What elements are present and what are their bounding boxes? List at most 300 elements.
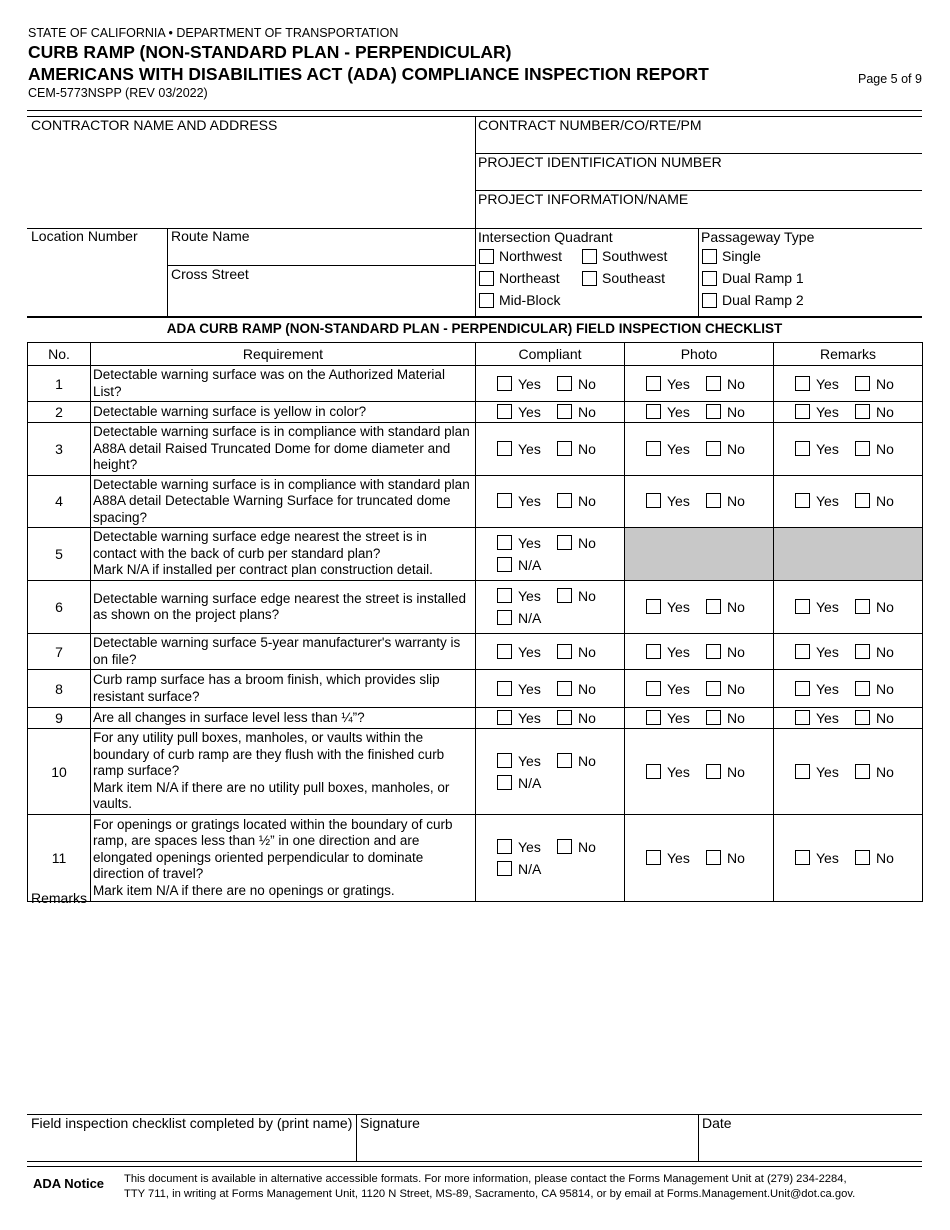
- photo-cell: [625, 670, 774, 708]
- photo-no-label: No: [727, 643, 745, 660]
- table-row: [28, 670, 923, 708]
- table-row: [28, 402, 923, 423]
- remarks-yes-no: [774, 762, 922, 782]
- compliant-na: [476, 773, 624, 793]
- photo-options: [625, 439, 773, 459]
- row-number: 1: [28, 366, 91, 402]
- northeast-checkbox[interactable]: [479, 271, 494, 286]
- remarks-yes-checkbox[interactable]: [795, 681, 810, 696]
- form-title-line2: AMERICANS WITH DISABILITIES ACT (ADA) COMPLIANCE INSPECTION REPORT: [28, 64, 709, 84]
- compliant-yes-checkbox[interactable]: [497, 681, 512, 696]
- remarks-yes-checkbox[interactable]: [795, 850, 810, 865]
- photo-yes-no: [625, 491, 773, 511]
- compliant-yes-no: [476, 533, 624, 553]
- photo-no-label: No: [727, 763, 745, 780]
- photo-yes-no: [625, 597, 773, 617]
- photo-yes-no: [625, 439, 773, 459]
- divider: [27, 1166, 922, 1167]
- remarks-no-checkbox[interactable]: [855, 441, 870, 456]
- divider: [167, 228, 168, 316]
- compliant-yes-label: Yes: [518, 839, 541, 855]
- photo-no-label: No: [727, 440, 745, 457]
- remarks-yes-checkbox[interactable]: [795, 710, 810, 725]
- divider: [27, 316, 922, 318]
- photo-no-checkbox[interactable]: [706, 764, 721, 779]
- compliant-yes-checkbox[interactable]: [497, 710, 512, 725]
- photo-yes-label: Yes: [667, 375, 690, 392]
- remarks-cell: [774, 815, 923, 902]
- photo-cell: [625, 423, 774, 476]
- divider: [698, 1114, 699, 1161]
- divider: [475, 116, 476, 228]
- compliant-no-label: No: [578, 375, 596, 392]
- photo-yes-no: [625, 374, 773, 394]
- compliant-yes-checkbox[interactable]: [497, 404, 512, 419]
- photo-no-label: No: [727, 680, 745, 697]
- remarks-no-label: No: [876, 763, 894, 780]
- remarks-yes-no: [774, 491, 922, 511]
- photo-no-checkbox[interactable]: [706, 493, 721, 508]
- remarks-no-checkbox[interactable]: [855, 644, 870, 659]
- southeast-label: Southeast: [602, 270, 666, 286]
- column-header-compliant: Compliant: [476, 343, 625, 366]
- table-row: [28, 528, 923, 581]
- compliant-no-label: No: [578, 839, 596, 855]
- compliant-no-checkbox[interactable]: [557, 588, 572, 603]
- photo-no-label: No: [727, 493, 745, 510]
- photo-cell: [625, 634, 774, 670]
- remarks-yes-checkbox[interactable]: [795, 493, 810, 508]
- route-name-label: Route Name: [171, 228, 250, 244]
- remarks-yes-checkbox[interactable]: [795, 441, 810, 456]
- row-requirement: [91, 729, 476, 815]
- contractor-label: CONTRACTOR NAME AND ADDRESS: [31, 117, 278, 133]
- remarks-options: [774, 708, 922, 728]
- photo-yes-label: Yes: [667, 710, 690, 726]
- cross-street-label: Cross Street: [171, 266, 249, 282]
- remarks-no-checkbox[interactable]: [855, 710, 870, 725]
- compliant-yes-label: Yes: [518, 404, 541, 420]
- table-row: [28, 634, 923, 670]
- completed-by-label: Field inspection checklist completed by (print name): [31, 1115, 353, 1131]
- requirement-text: For openings or gratings located within the boundary of curb ramp, are spaces less than ½” in one direction and are elongated openings oriented perpendicular to dominate direction of travel?: [93, 816, 453, 882]
- table-row: [28, 423, 923, 476]
- row-requirement: [91, 815, 476, 902]
- photo-yes-label: Yes: [667, 680, 690, 697]
- compliant-yes-no: [476, 439, 624, 459]
- compliant-yes-checkbox[interactable]: [497, 441, 512, 456]
- photo-yes-checkbox[interactable]: [646, 681, 661, 696]
- remarks-cell: [774, 670, 923, 708]
- compliant-yes-label: Yes: [518, 375, 541, 392]
- compliant-options: [476, 642, 624, 662]
- compliant-no-checkbox[interactable]: [557, 535, 572, 550]
- row-number: 5: [28, 528, 91, 581]
- compliant-yes-no: [476, 374, 624, 394]
- remarks-yes-label: Yes: [816, 599, 839, 615]
- remarks-no-label: No: [876, 710, 894, 726]
- photo-no-checkbox[interactable]: [706, 376, 721, 391]
- remarks-cell: [774, 475, 923, 528]
- photo-no-checkbox[interactable]: [706, 850, 721, 865]
- remarks-yes-label: Yes: [816, 763, 839, 780]
- signature-field[interactable]: [359, 1134, 695, 1158]
- compliant-no-checkbox[interactable]: [557, 710, 572, 725]
- requirement-text: Curb ramp surface has a broom finish, which provides slip resistant surface?: [93, 672, 440, 704]
- page-number: Page 5 of 9: [858, 72, 922, 86]
- compliant-options: [476, 679, 624, 699]
- compliant-na-label: N/A: [518, 557, 542, 573]
- row-requirement: [91, 581, 476, 634]
- remarks-options: [774, 402, 922, 422]
- photo-options: [625, 848, 773, 868]
- remarks-yes-checkbox[interactable]: [795, 404, 810, 419]
- compliant-na-checkbox[interactable]: [497, 775, 512, 790]
- contract-number-label: CONTRACT NUMBER/CO/RTE/PM: [478, 117, 702, 133]
- compliant-na-checkbox[interactable]: [497, 610, 512, 625]
- row-number: 3: [28, 423, 91, 476]
- requirement-text: Detectable warning surface edge nearest the street is installed as shown on the project plans?: [93, 590, 466, 622]
- compliant-yes-label: Yes: [518, 680, 541, 697]
- photo-yes-checkbox[interactable]: [646, 599, 661, 614]
- compliant-options: [476, 533, 624, 575]
- compliant-na-label: N/A: [518, 610, 542, 626]
- remarks-yes-checkbox[interactable]: [795, 376, 810, 391]
- remarks-no-checkbox[interactable]: [855, 599, 870, 614]
- compliant-yes-label: Yes: [518, 535, 541, 551]
- contract-number-field[interactable]: [478, 134, 918, 152]
- compliant-na-label: N/A: [518, 774, 542, 791]
- row-number: 8: [28, 670, 91, 708]
- remarks-yes-no: [774, 374, 922, 394]
- remarks-no-label: No: [876, 643, 894, 660]
- divider: [27, 110, 922, 111]
- remarks-no-checkbox[interactable]: [855, 850, 870, 865]
- row-number: 6: [28, 581, 91, 634]
- photo-yes-no: [625, 679, 773, 699]
- photo-no-checkbox[interactable]: [706, 599, 721, 614]
- compliant-options: [476, 586, 624, 628]
- photo-yes-checkbox[interactable]: [646, 850, 661, 865]
- southwest-checkbox[interactable]: [582, 249, 597, 264]
- divider: [356, 1114, 357, 1161]
- photo-options: [625, 491, 773, 511]
- remarks-cell: [774, 634, 923, 670]
- divider: [475, 228, 476, 316]
- compliant-cell: [476, 634, 625, 670]
- photo-yes-no: [625, 708, 773, 728]
- table-row: [28, 475, 923, 528]
- remarks-cell: [774, 708, 923, 729]
- compliant-yes-no: [476, 708, 624, 728]
- remarks-no-label: No: [876, 680, 894, 697]
- project-id-label: PROJECT IDENTIFICATION NUMBER: [478, 154, 722, 170]
- remarks-cell: [774, 366, 923, 402]
- remarks-options: [774, 679, 922, 699]
- dual-ramp-1-checkbox[interactable]: [702, 271, 717, 286]
- remarks-yes-checkbox[interactable]: [795, 764, 810, 779]
- compliant-yes-label: Yes: [518, 588, 541, 604]
- remarks-no-label: No: [876, 493, 894, 510]
- column-header-requirement: Requirement: [91, 343, 476, 366]
- compliant-no-label: No: [578, 643, 596, 660]
- remarks-cell: [774, 528, 923, 581]
- compliant-yes-no: [476, 679, 624, 699]
- photo-no-checkbox[interactable]: [706, 644, 721, 659]
- compliant-cell: [476, 475, 625, 528]
- row-number: 10: [28, 729, 91, 815]
- northwest-checkbox[interactable]: [479, 249, 494, 264]
- remarks-no-label: No: [876, 375, 894, 392]
- photo-cell: [625, 475, 774, 528]
- compliant-yes-checkbox[interactable]: [497, 588, 512, 603]
- compliant-na: [476, 555, 624, 575]
- compliant-na: [476, 608, 624, 628]
- requirement-text: Are all changes in surface level less than ¼”?: [93, 709, 365, 725]
- row-requirement: [91, 423, 476, 476]
- photo-yes-checkbox[interactable]: [646, 644, 661, 659]
- table-row: [28, 708, 923, 729]
- compliant-options: [476, 751, 624, 793]
- remarks-no-checkbox[interactable]: [855, 681, 870, 696]
- photo-yes-checkbox[interactable]: [646, 441, 661, 456]
- compliant-na-checkbox[interactable]: [497, 861, 512, 876]
- remarks-options: [774, 491, 922, 511]
- compliant-no-checkbox[interactable]: [557, 753, 572, 768]
- row-requirement: [91, 528, 476, 581]
- photo-no-checkbox[interactable]: [706, 710, 721, 725]
- photo-yes-no: [625, 402, 773, 422]
- compliant-options: [476, 708, 624, 728]
- table-row: [28, 366, 923, 402]
- compliant-yes-checkbox[interactable]: [497, 535, 512, 550]
- row-requirement: [91, 402, 476, 423]
- compliant-yes-label: Yes: [518, 752, 541, 769]
- location-number-label: Location Number: [31, 228, 138, 244]
- table-row: [28, 729, 923, 815]
- photo-yes-label: Yes: [667, 493, 690, 510]
- row-number: 9: [28, 708, 91, 729]
- dual-ramp-2-checkbox[interactable]: [702, 293, 717, 308]
- photo-no-checkbox[interactable]: [706, 404, 721, 419]
- remarks-yes-label: Yes: [816, 643, 839, 660]
- requirement-text: Detectable warning surface was on the Authorized Material List?: [93, 367, 445, 399]
- remarks-no-checkbox[interactable]: [855, 493, 870, 508]
- compliant-yes-no: [476, 491, 624, 511]
- compliant-cell: [476, 366, 625, 402]
- photo-yes-label: Yes: [667, 643, 690, 660]
- requirement-text: Mark item N/A if there are no openings or gratings.: [93, 882, 395, 898]
- remarks-options: [774, 848, 922, 868]
- photo-yes-checkbox[interactable]: [646, 764, 661, 779]
- compliant-na: [476, 859, 624, 879]
- remarks-yes-label: Yes: [816, 404, 839, 420]
- compliant-no-checkbox[interactable]: [557, 644, 572, 659]
- compliant-yes-no: [476, 586, 624, 606]
- dual-ramp-2-label: Dual Ramp 2: [722, 292, 804, 308]
- photo-no-label: No: [727, 850, 745, 866]
- photo-options: [625, 597, 773, 617]
- ada-notice-line2: TTY 711, in writing at Forms Management Unit, 1120 N Street, MS-89, Sacramento, CA 95814, or by email at Forms.Management.Unit@dot.ca.gov.: [124, 1187, 856, 1200]
- photo-cell: [625, 402, 774, 423]
- mid-block-label: Mid-Block: [499, 292, 561, 308]
- cross-street-field[interactable]: [170, 284, 472, 312]
- mid-block-checkbox[interactable]: [479, 293, 494, 308]
- photo-yes-no: [625, 848, 773, 868]
- remarks-yes-checkbox[interactable]: [795, 599, 810, 614]
- compliant-options: [476, 491, 624, 511]
- compliant-yes-no: [476, 751, 624, 771]
- remarks-options: [774, 374, 922, 394]
- requirement-text: Mark N/A if installed per contract plan construction detail.: [93, 562, 433, 578]
- remarks-yes-no: [774, 439, 922, 459]
- compliant-na-label: N/A: [518, 861, 542, 877]
- project-info-field[interactable]: [478, 208, 918, 226]
- compliant-cell: [476, 402, 625, 423]
- compliant-options: [476, 439, 624, 459]
- remarks-yes-no: [774, 679, 922, 699]
- photo-no-checkbox[interactable]: [706, 441, 721, 456]
- remarks-options: [774, 439, 922, 459]
- compliant-no-label: No: [578, 440, 596, 457]
- compliant-na-checkbox[interactable]: [497, 557, 512, 572]
- compliant-no-checkbox[interactable]: [557, 493, 572, 508]
- dual-ramp-1-label: Dual Ramp 1: [722, 270, 804, 286]
- photo-yes-label: Yes: [667, 850, 690, 866]
- checklist-caption: ADA CURB RAMP (NON-STANDARD PLAN - PERPENDICULAR) FIELD INSPECTION CHECKLIST: [166, 321, 783, 336]
- remarks-options: [774, 597, 922, 617]
- photo-no-label: No: [727, 599, 745, 615]
- project-id-field[interactable]: [478, 171, 918, 189]
- photo-yes-label: Yes: [667, 440, 690, 457]
- route-name-field[interactable]: [170, 246, 472, 264]
- remarks-no-label: No: [876, 850, 894, 866]
- requirement-text: Detectable warning surface is in compliance with standard plan A88A detail Detectable Warning Surface for truncated dome spacing?: [93, 476, 470, 525]
- photo-cell: [625, 729, 774, 815]
- compliant-yes-checkbox[interactable]: [497, 644, 512, 659]
- remarks-field[interactable]: [30, 910, 920, 1110]
- photo-yes-no: [625, 642, 773, 662]
- remarks-yes-label: Yes: [816, 440, 839, 457]
- compliant-yes-checkbox[interactable]: [497, 376, 512, 391]
- compliant-yes-checkbox[interactable]: [497, 493, 512, 508]
- photo-yes-no: [625, 762, 773, 782]
- photo-no-label: No: [727, 375, 745, 392]
- compliant-yes-no: [476, 642, 624, 662]
- compliant-yes-no: [476, 402, 624, 422]
- remarks-cell: [774, 729, 923, 815]
- remarks-no-checkbox[interactable]: [855, 376, 870, 391]
- completed-by-field[interactable]: [30, 1134, 352, 1158]
- compliant-no-label: No: [578, 680, 596, 697]
- remarks-no-label: No: [876, 440, 894, 457]
- photo-yes-checkbox[interactable]: [646, 376, 661, 391]
- remarks-cell: [774, 581, 923, 634]
- compliant-yes-checkbox[interactable]: [497, 839, 512, 854]
- remarks-no-checkbox[interactable]: [855, 764, 870, 779]
- compliant-cell: [476, 670, 625, 708]
- table-row: [28, 815, 923, 902]
- remarks-yes-label: Yes: [816, 680, 839, 697]
- row-number: 11: [28, 815, 91, 902]
- compliant-no-checkbox[interactable]: [557, 441, 572, 456]
- ada-notice-text: [124, 1172, 855, 1201]
- photo-options: [625, 762, 773, 782]
- divider: [698, 228, 699, 316]
- photo-no-label: No: [727, 710, 745, 726]
- single-checkbox[interactable]: [702, 249, 717, 264]
- compliant-cell: [476, 581, 625, 634]
- ada-notice-label: ADA Notice: [33, 1176, 105, 1191]
- photo-yes-checkbox[interactable]: [646, 710, 661, 725]
- row-requirement: [91, 475, 476, 528]
- photo-options: [625, 402, 773, 422]
- location-number-field[interactable]: [30, 248, 163, 312]
- requirement-text: Mark item N/A if there are no utility pull boxes, manholes, or vaults.: [93, 779, 450, 812]
- row-requirement: [91, 708, 476, 729]
- compliant-no-checkbox[interactable]: [557, 681, 572, 696]
- compliant-yes-label: Yes: [518, 710, 541, 726]
- remarks-yes-no: [774, 848, 922, 868]
- remarks-yes-no: [774, 402, 922, 422]
- compliant-no-checkbox[interactable]: [557, 839, 572, 854]
- compliant-no-checkbox[interactable]: [557, 376, 572, 391]
- remarks-yes-label: Yes: [816, 375, 839, 392]
- compliant-yes-checkbox[interactable]: [497, 753, 512, 768]
- compliant-no-label: No: [578, 404, 596, 420]
- project-info-label: PROJECT INFORMATION/NAME: [478, 191, 689, 207]
- compliant-yes-label: Yes: [518, 440, 541, 457]
- form-number: CEM-5773NSPP (REV 03/2022): [28, 86, 208, 100]
- passageway-type-label: Passageway Type: [701, 229, 815, 245]
- photo-yes-label: Yes: [667, 599, 690, 615]
- requirement-text: For any utility pull boxes, manholes, or vaults within the boundary of curb ramp are they flush with the finished curb ramp surface?: [93, 730, 445, 779]
- requirement-text: Detectable warning surface 5-year manufacturer's warranty is on file?: [93, 635, 461, 667]
- table-header-row: [28, 343, 923, 366]
- row-number: 7: [28, 634, 91, 670]
- compliant-options: [476, 374, 624, 394]
- photo-cell: [625, 581, 774, 634]
- southwest-label: Southwest: [602, 248, 668, 264]
- photo-no-label: No: [727, 404, 745, 420]
- remarks-yes-label: Yes: [816, 850, 839, 866]
- photo-options: [625, 642, 773, 662]
- compliant-no-label: No: [578, 588, 596, 604]
- photo-cell: [625, 708, 774, 729]
- date-field[interactable]: [701, 1134, 919, 1158]
- remarks-no-label: No: [876, 404, 894, 420]
- compliant-no-label: No: [578, 710, 596, 726]
- column-header-no: No.: [28, 343, 91, 366]
- remarks-yes-no: [774, 642, 922, 662]
- southeast-checkbox[interactable]: [582, 271, 597, 286]
- compliant-no-checkbox[interactable]: [557, 404, 572, 419]
- compliant-cell: [476, 423, 625, 476]
- remarks-yes-checkbox[interactable]: [795, 644, 810, 659]
- photo-yes-checkbox[interactable]: [646, 493, 661, 508]
- photo-yes-checkbox[interactable]: [646, 404, 661, 419]
- column-header-remarks: Remarks: [774, 343, 923, 366]
- northwest-label: Northwest: [499, 248, 563, 264]
- compliant-options: [476, 837, 624, 879]
- photo-no-checkbox[interactable]: [706, 681, 721, 696]
- remarks-no-checkbox[interactable]: [855, 404, 870, 419]
- remarks-cell: [774, 423, 923, 476]
- compliant-cell: [476, 729, 625, 815]
- compliant-yes-label: Yes: [518, 643, 541, 660]
- contractor-field[interactable]: [30, 135, 470, 223]
- photo-yes-label: Yes: [667, 404, 690, 420]
